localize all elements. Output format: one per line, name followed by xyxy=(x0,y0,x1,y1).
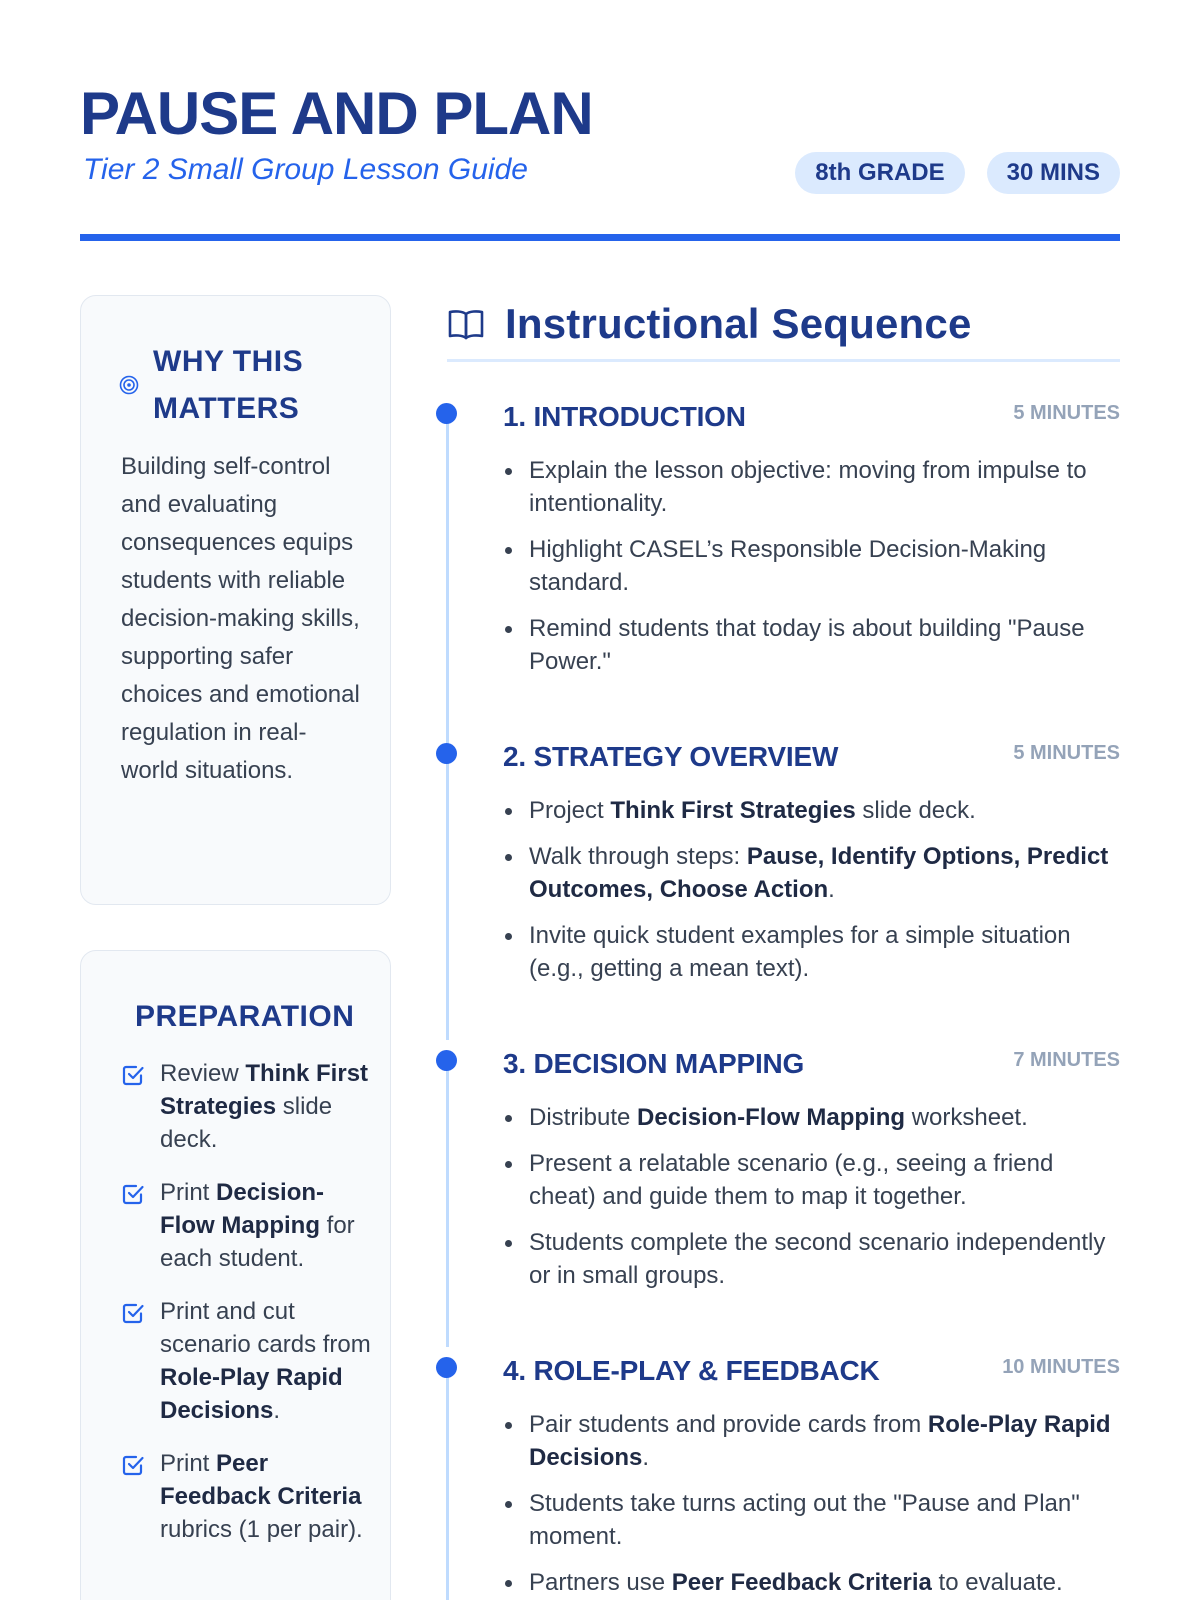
header-divider xyxy=(80,234,1120,241)
timeline-dot xyxy=(436,1357,457,1378)
step-bullet: Students take turns acting out the "Pause and Plan" moment. xyxy=(503,1487,1120,1553)
preparation-item xyxy=(121,1057,371,1156)
bold-text: Peer Feedback Criteria xyxy=(671,1569,932,1596)
preparation-list xyxy=(121,1057,371,1566)
page-title: PAUSE AND PLAN xyxy=(80,80,593,147)
step-bullet: Project Think First Strategies slide deck. xyxy=(503,794,1120,827)
preparation-item xyxy=(121,1176,371,1275)
step-bullet: Walk through steps: Pause, Identify Options, Predict Outcomes, Choose Action. xyxy=(503,840,1120,906)
sequence-heading-row xyxy=(447,300,972,348)
preparation-item-text: Review Think First Strategies slide deck. xyxy=(160,1060,369,1153)
preparation-item xyxy=(121,1447,371,1546)
preparation-card xyxy=(80,950,391,1600)
step-duration: 5 MINUTES xyxy=(1013,402,1120,424)
checkbox-checked-icon xyxy=(121,1063,145,1087)
step-bullet: Pair students and provide cards from Role-Play Rapid Decisions. xyxy=(503,1408,1120,1474)
timeline-line xyxy=(446,424,449,796)
timeline-dot xyxy=(436,1050,457,1071)
step-title: 3. DECISION MAPPING xyxy=(503,1048,805,1079)
step-bullet: Invite quick student examples for a simple situation (e.g., getting a mean text). xyxy=(503,919,1120,985)
step-duration: 5 MINUTES xyxy=(1013,742,1120,764)
preparation-item-text: Print Decision-Flow Mapping for each student. xyxy=(160,1179,355,1272)
why-this-matters-card xyxy=(80,295,391,905)
timeline-line xyxy=(446,764,449,1040)
bold-text: Pause, Identify Options, Predict Outcomes, Choose Action xyxy=(529,843,1109,903)
timeline-line xyxy=(446,1071,449,1347)
preparation-item-text: Print and cut scenario cards from Role-Play Rapid Decisions. xyxy=(160,1298,371,1424)
preparation-item-text: Print Peer Feedback Criteria rubrics (1 per pair). xyxy=(160,1450,363,1543)
step-title: 1. INTRODUCTION xyxy=(503,401,746,432)
step-bullet: Highlight CASEL’s Responsible Decision-Making standard. xyxy=(503,533,1120,599)
bold-text: Decision-Flow Mapping xyxy=(637,1104,906,1131)
checkbox-checked-icon xyxy=(121,1301,145,1325)
grade-badge: 8th GRADE xyxy=(795,152,964,194)
instructional-sequence xyxy=(447,290,1120,1600)
bold-text: Peer Feedback Criteria xyxy=(160,1450,362,1510)
step-title: 2. STRATEGY OVERVIEW xyxy=(503,741,839,772)
sequence-heading: Instructional Sequence xyxy=(505,300,972,347)
badge-group xyxy=(795,152,1120,194)
step-bullet: Distribute Decision-Flow Mapping worksheet. xyxy=(503,1101,1120,1134)
sequence-divider xyxy=(447,359,1120,362)
why-heading-row xyxy=(119,338,303,432)
bold-text: Role-Play Rapid Decisions xyxy=(529,1411,1111,1471)
why-text: Building self-control and evaluating consequences equips students with reliable decision-making skills, supporting safer choices and emotional regulation in real-world situations. xyxy=(121,453,360,784)
bold-text: Decision-Flow Mapping xyxy=(160,1179,325,1239)
checkbox-checked-icon xyxy=(121,1453,145,1477)
step-bullet-list xyxy=(503,454,1120,691)
step-bullet: Explain the lesson objective: moving from impulse to intentionality. xyxy=(503,454,1120,520)
timeline-line xyxy=(446,1378,449,1600)
step-duration: 10 MINUTES xyxy=(1002,1356,1120,1378)
duration-badge: 30 MINS xyxy=(987,152,1120,194)
timeline-dot xyxy=(436,403,457,424)
step-bullet: Present a relatable scenario (e.g., seeing a friend cheat) and guide them to map it together. xyxy=(503,1147,1120,1213)
step-bullet: Students complete the second scenario independently or in small groups. xyxy=(503,1226,1120,1292)
step-bullet-list xyxy=(503,1101,1120,1305)
step-bullet-list xyxy=(503,1408,1120,1600)
bold-text: Think First Strategies xyxy=(160,1060,369,1120)
bold-text: Think First Strategies xyxy=(610,797,856,824)
target-icon xyxy=(119,375,139,395)
why-heading xyxy=(153,338,303,432)
lesson-guide-page xyxy=(80,0,1120,1600)
preparation-heading: PREPARATION xyxy=(135,1000,355,1033)
book-icon xyxy=(447,305,485,343)
preparation-item xyxy=(121,1295,371,1427)
page-subtitle: Tier 2 Small Group Lesson Guide xyxy=(83,153,528,186)
step-title: 4. ROLE-PLAY & FEEDBACK xyxy=(503,1355,880,1386)
step-bullet: Remind students that today is about building "Pause Power." xyxy=(503,612,1120,678)
step-bullet: Partners use Peer Feedback Criteria to evaluate. xyxy=(503,1566,1120,1599)
step-bullet-list xyxy=(503,794,1120,998)
bold-text: Role-Play Rapid Decisions xyxy=(160,1364,343,1424)
timeline-dot xyxy=(436,743,457,764)
why-heading-line-2: MATTERS xyxy=(153,392,300,425)
why-heading-line-1: WHY THIS xyxy=(153,345,304,378)
step-duration: 7 MINUTES xyxy=(1013,1049,1120,1071)
checkbox-checked-icon xyxy=(121,1182,145,1206)
